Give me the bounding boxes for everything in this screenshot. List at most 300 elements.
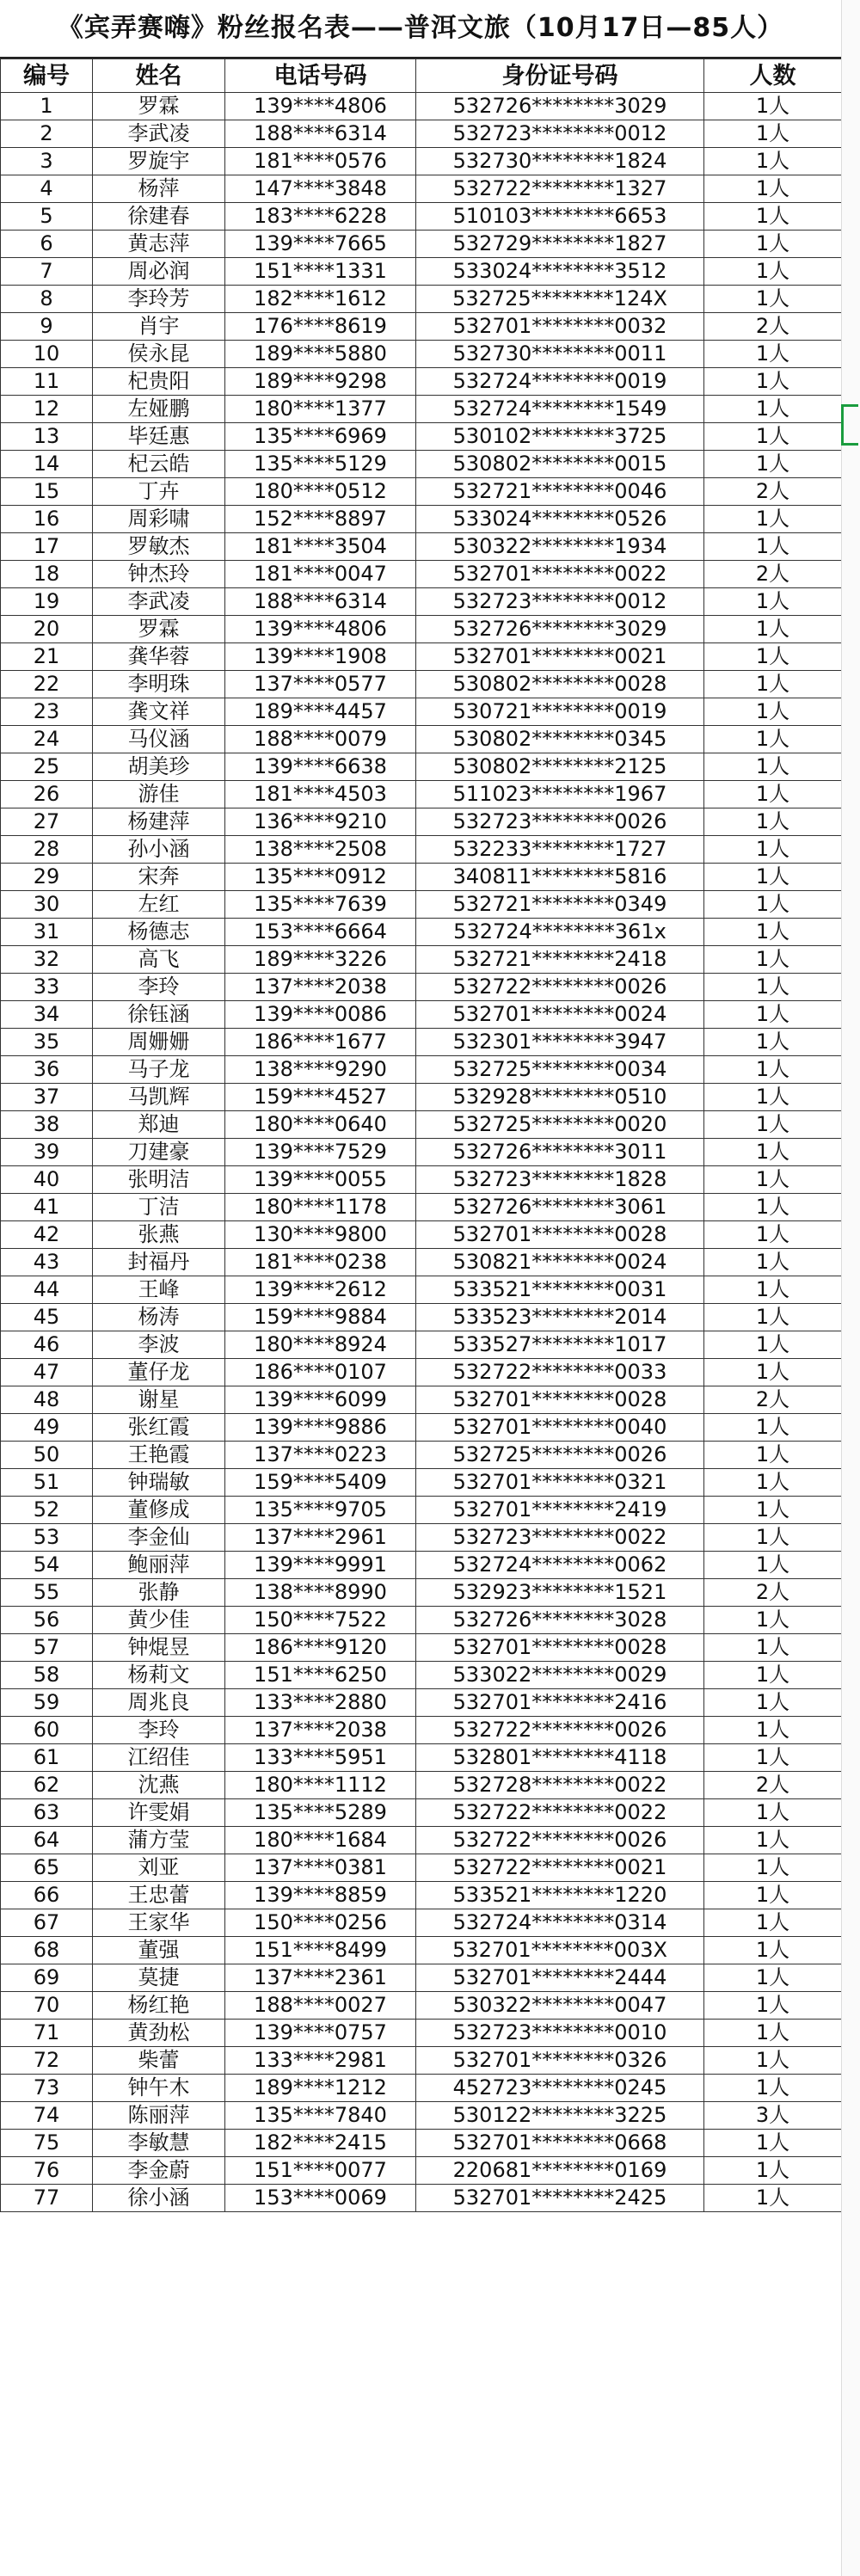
cell-id-number[interactable]: 532721********0349 [416,891,704,919]
cell-id-number[interactable]: 532701********2444 [416,1964,704,1992]
cell-phone[interactable]: 180****1377 [225,396,416,423]
cell-id-number[interactable]: 532923********1521 [416,1579,704,1607]
cell-name[interactable]: 杨萍 [93,175,225,203]
cell-count[interactable]: 1人 [704,368,842,396]
cell-count[interactable]: 1人 [704,2047,842,2075]
cell-id-number[interactable]: 530122********3225 [416,2102,704,2130]
cell-count[interactable]: 1人 [704,698,842,726]
cell-name[interactable]: 陈丽萍 [93,2102,225,2130]
adjacent-column[interactable] [841,0,860,2576]
cell-count[interactable]: 1人 [704,1937,842,1964]
cell-id-number[interactable]: 530322********0047 [416,1992,704,2020]
cell-phone[interactable]: 188****6314 [225,588,416,616]
cell-number[interactable]: 42 [1,1221,93,1249]
cell-phone[interactable]: 180****8924 [225,1331,416,1359]
cell-id-number[interactable]: 532722********0026 [416,1827,704,1854]
cell-name[interactable]: 游佳 [93,781,225,808]
cell-number[interactable]: 40 [1,1166,93,1194]
cell-phone[interactable]: 188****0027 [225,1992,416,2020]
cell-number[interactable]: 56 [1,1607,93,1634]
cell-number[interactable]: 35 [1,1029,93,1056]
cell-count[interactable]: 1人 [704,1992,842,2020]
cell-id-number[interactable]: 532730********0011 [416,341,704,368]
cell-name[interactable]: 钟瑞敏 [93,1469,225,1497]
cell-id-number[interactable]: 532723********0012 [416,588,704,616]
cell-name[interactable]: 罗旋宇 [93,148,225,175]
cell-id-number[interactable]: 532723********1828 [416,1166,704,1194]
cell-name[interactable]: 董强 [93,1937,225,1964]
cell-count[interactable]: 1人 [704,396,842,423]
cell-phone[interactable]: 182****2415 [225,2130,416,2157]
cell-phone[interactable]: 186****1677 [225,1029,416,1056]
cell-count[interactable]: 1人 [704,643,842,671]
cell-number[interactable]: 47 [1,1359,93,1386]
cell-name[interactable]: 刀建豪 [93,1139,225,1166]
cell-phone[interactable]: 189****9298 [225,368,416,396]
cell-id-number[interactable]: 532730********1824 [416,148,704,175]
cell-id-number[interactable]: 532701********2416 [416,1689,704,1717]
cell-number[interactable]: 31 [1,919,93,946]
cell-id-number[interactable]: 532725********0026 [416,1442,704,1469]
cell-count[interactable]: 1人 [704,286,842,313]
cell-phone[interactable]: 188****6314 [225,120,416,148]
cell-id-number[interactable]: 530102********3725 [416,423,704,451]
cell-phone[interactable]: 139****0757 [225,2020,416,2047]
cell-name[interactable]: 王忠蕾 [93,1882,225,1909]
cell-name[interactable]: 李敏慧 [93,2130,225,2157]
cell-number[interactable]: 32 [1,946,93,974]
cell-phone[interactable]: 139****8859 [225,1882,416,1909]
cell-count[interactable]: 1人 [704,1056,842,1084]
cell-id-number[interactable]: 532701********2419 [416,1497,704,1524]
cell-count[interactable]: 1人 [704,1634,842,1662]
cell-count[interactable]: 1人 [704,1909,842,1937]
cell-id-number[interactable]: 533527********1017 [416,1331,704,1359]
cell-number[interactable]: 77 [1,2185,93,2212]
cell-number[interactable]: 66 [1,1882,93,1909]
cell-count[interactable]: 1人 [704,1111,842,1139]
cell-id-number[interactable]: 532724********0019 [416,368,704,396]
cell-id-number[interactable]: 532729********1827 [416,231,704,258]
cell-number[interactable]: 37 [1,1084,93,1111]
cell-id-number[interactable]: 532301********3947 [416,1029,704,1056]
cell-count[interactable]: 1人 [704,423,842,451]
cell-phone[interactable]: 135****5129 [225,451,416,478]
cell-id-number[interactable]: 533521********0031 [416,1276,704,1304]
cell-count[interactable]: 1人 [704,1414,842,1442]
cell-name[interactable]: 杨涛 [93,1304,225,1331]
cell-name[interactable]: 左娅鹏 [93,396,225,423]
cell-number[interactable]: 38 [1,1111,93,1139]
cell-name[interactable]: 侯永昆 [93,341,225,368]
cell-id-number[interactable]: 532701********0028 [416,1386,704,1414]
cell-id-number[interactable]: 532722********0021 [416,1854,704,1882]
cell-count[interactable]: 1人 [704,781,842,808]
cell-name[interactable]: 黄少佳 [93,1607,225,1634]
cell-count[interactable]: 1人 [704,726,842,753]
cell-name[interactable]: 钟杰玲 [93,561,225,588]
cell-number[interactable]: 29 [1,864,93,891]
cell-id-number[interactable]: 530821********0024 [416,1249,704,1276]
cell-name[interactable]: 左红 [93,891,225,919]
cell-name[interactable]: 鲍丽萍 [93,1552,225,1579]
cell-id-number[interactable]: 532723********0026 [416,808,704,836]
cell-phone[interactable]: 139****6099 [225,1386,416,1414]
cell-number[interactable]: 67 [1,1909,93,1937]
cell-count[interactable]: 1人 [704,1662,842,1689]
cell-phone[interactable]: 137****0577 [225,671,416,698]
cell-name[interactable]: 周必润 [93,258,225,286]
cell-phone[interactable]: 133****2981 [225,2047,416,2075]
cell-number[interactable]: 16 [1,506,93,533]
cell-name[interactable]: 沈燕 [93,1772,225,1799]
cell-id-number[interactable]: 532725********124X [416,286,704,313]
cell-count[interactable]: 1人 [704,1469,842,1497]
cell-name[interactable]: 王家华 [93,1909,225,1937]
cell-phone[interactable]: 130****9800 [225,1221,416,1249]
cell-count[interactable]: 1人 [704,1689,842,1717]
cell-id-number[interactable]: 532233********1727 [416,836,704,864]
cell-count[interactable]: 3人 [704,2102,842,2130]
cell-count[interactable]: 2人 [704,313,842,341]
cell-number[interactable]: 54 [1,1552,93,1579]
cell-number[interactable]: 4 [1,175,93,203]
cell-phone[interactable]: 139****0055 [225,1166,416,1194]
cell-count[interactable]: 1人 [704,1139,842,1166]
cell-number[interactable]: 62 [1,1772,93,1799]
cell-number[interactable]: 24 [1,726,93,753]
cell-name[interactable]: 刘亚 [93,1854,225,1882]
cell-id-number[interactable]: 532701********2425 [416,2185,704,2212]
cell-name[interactable]: 钟午木 [93,2075,225,2102]
cell-phone[interactable]: 153****6664 [225,919,416,946]
cell-count[interactable]: 1人 [704,671,842,698]
cell-id-number[interactable]: 532701********0040 [416,1414,704,1442]
cell-count[interactable]: 2人 [704,561,842,588]
cell-number[interactable]: 36 [1,1056,93,1084]
cell-number[interactable]: 75 [1,2130,93,2157]
cell-name[interactable]: 徐小涵 [93,2185,225,2212]
cell-phone[interactable]: 137****2038 [225,1717,416,1744]
cell-id-number[interactable]: 530802********0028 [416,671,704,698]
cell-count[interactable]: 1人 [704,1331,842,1359]
cell-phone[interactable]: 138****9290 [225,1056,416,1084]
cell-name[interactable]: 罗霖 [93,616,225,643]
cell-number[interactable]: 60 [1,1717,93,1744]
cell-count[interactable]: 1人 [704,808,842,836]
cell-number[interactable]: 50 [1,1442,93,1469]
cell-name[interactable]: 马子龙 [93,1056,225,1084]
cell-name[interactable]: 胡美珍 [93,753,225,781]
cell-count[interactable]: 1人 [704,2075,842,2102]
cell-phone[interactable]: 137****2961 [225,1524,416,1552]
cell-count[interactable]: 1人 [704,148,842,175]
cell-id-number[interactable]: 532723********0022 [416,1524,704,1552]
cell-phone[interactable]: 181****0576 [225,148,416,175]
cell-name[interactable]: 徐钰涵 [93,1001,225,1029]
cell-number[interactable]: 21 [1,643,93,671]
cell-number[interactable]: 53 [1,1524,93,1552]
cell-phone[interactable]: 139****4806 [225,616,416,643]
cell-name[interactable]: 罗霖 [93,93,225,120]
cell-id-number[interactable]: 532721********0046 [416,478,704,506]
cell-count[interactable]: 1人 [704,588,842,616]
cell-number[interactable]: 61 [1,1744,93,1772]
cell-name[interactable]: 杨莉文 [93,1662,225,1689]
cell-id-number[interactable]: 532722********0026 [416,974,704,1001]
cell-number[interactable]: 48 [1,1386,93,1414]
cell-name[interactable]: 柴蕾 [93,2047,225,2075]
cell-phone[interactable]: 139****9886 [225,1414,416,1442]
cell-name[interactable]: 谢星 [93,1386,225,1414]
cell-number[interactable]: 63 [1,1799,93,1827]
cell-phone[interactable]: 139****7665 [225,231,416,258]
cell-id-number[interactable]: 532722********0022 [416,1799,704,1827]
cell-phone[interactable]: 137****0381 [225,1854,416,1882]
cell-id-number[interactable]: 532725********0020 [416,1111,704,1139]
cell-count[interactable]: 1人 [704,1552,842,1579]
cell-count[interactable]: 1人 [704,946,842,974]
cell-number[interactable]: 25 [1,753,93,781]
cell-count[interactable]: 2人 [704,1579,842,1607]
cell-id-number[interactable]: 530802********0345 [416,726,704,753]
cell-phone[interactable]: 180****0640 [225,1111,416,1139]
cell-phone[interactable]: 133****5951 [225,1744,416,1772]
cell-count[interactable]: 1人 [704,258,842,286]
cell-id-number[interactable]: 533024********3512 [416,258,704,286]
cell-phone[interactable]: 188****0079 [225,726,416,753]
cell-phone[interactable]: 139****9991 [225,1552,416,1579]
cell-id-number[interactable]: 532728********0022 [416,1772,704,1799]
cell-name[interactable]: 李金仙 [93,1524,225,1552]
cell-phone[interactable]: 139****7529 [225,1139,416,1166]
cell-id-number[interactable]: 532722********0033 [416,1359,704,1386]
cell-phone[interactable]: 139****6638 [225,753,416,781]
cell-phone[interactable]: 135****7840 [225,2102,416,2130]
cell-name[interactable]: 张静 [93,1579,225,1607]
cell-number[interactable]: 15 [1,478,93,506]
cell-name[interactable]: 龚华蓉 [93,643,225,671]
cell-name[interactable]: 杨红艳 [93,1992,225,2020]
cell-number[interactable]: 70 [1,1992,93,2020]
cell-count[interactable]: 1人 [704,836,842,864]
cell-id-number[interactable]: 532701********0028 [416,1634,704,1662]
cell-name[interactable]: 莫捷 [93,1964,225,1992]
cell-id-number[interactable]: 532724********361x [416,919,704,946]
cell-phone[interactable]: 183****6228 [225,203,416,231]
cell-name[interactable]: 李玲 [93,1717,225,1744]
cell-name[interactable]: 张燕 [93,1221,225,1249]
cell-phone[interactable]: 189****3226 [225,946,416,974]
cell-number[interactable]: 43 [1,1249,93,1276]
cell-phone[interactable]: 153****0069 [225,2185,416,2212]
cell-id-number[interactable]: 532721********2418 [416,946,704,974]
cell-phone[interactable]: 159****4527 [225,1084,416,1111]
cell-name[interactable]: 李武凌 [93,588,225,616]
cell-count[interactable]: 1人 [704,1194,842,1221]
cell-number[interactable]: 71 [1,2020,93,2047]
cell-phone[interactable]: 181****0238 [225,1249,416,1276]
cell-number[interactable]: 68 [1,1937,93,1964]
cell-count[interactable]: 1人 [704,341,842,368]
cell-count[interactable]: 1人 [704,919,842,946]
cell-id-number[interactable]: 532723********0010 [416,2020,704,2047]
selected-cell-indicator[interactable] [841,404,858,446]
cell-count[interactable]: 1人 [704,1882,842,1909]
cell-count[interactable]: 2人 [704,1772,842,1799]
cell-number[interactable]: 34 [1,1001,93,1029]
cell-count[interactable]: 1人 [704,616,842,643]
cell-count[interactable]: 1人 [704,1799,842,1827]
cell-id-number[interactable]: 532701********003X [416,1937,704,1964]
cell-count[interactable]: 1人 [704,891,842,919]
cell-name[interactable]: 王艳霞 [93,1442,225,1469]
cell-phone[interactable]: 139****2612 [225,1276,416,1304]
cell-count[interactable]: 1人 [704,533,842,561]
cell-name[interactable]: 杞云皓 [93,451,225,478]
cell-count[interactable]: 1人 [704,1854,842,1882]
cell-number[interactable]: 41 [1,1194,93,1221]
cell-id-number[interactable]: 532801********4118 [416,1744,704,1772]
cell-phone[interactable]: 186****0107 [225,1359,416,1386]
cell-id-number[interactable]: 532701********0024 [416,1001,704,1029]
cell-number[interactable]: 28 [1,836,93,864]
cell-id-number[interactable]: 452723********0245 [416,2075,704,2102]
cell-name[interactable]: 董修成 [93,1497,225,1524]
cell-name[interactable]: 丁卉 [93,478,225,506]
cell-count[interactable]: 1人 [704,1744,842,1772]
cell-name[interactable]: 丁洁 [93,1194,225,1221]
cell-number[interactable]: 19 [1,588,93,616]
cell-phone[interactable]: 181****3504 [225,533,416,561]
cell-name[interactable]: 李玲 [93,974,225,1001]
cell-number[interactable]: 58 [1,1662,93,1689]
cell-name[interactable]: 张红霞 [93,1414,225,1442]
cell-id-number[interactable]: 510103********6653 [416,203,704,231]
cell-phone[interactable]: 135****7639 [225,891,416,919]
header-phone[interactable]: 电话号码 [225,59,416,93]
cell-phone[interactable]: 139****4806 [225,93,416,120]
cell-phone[interactable]: 159****9884 [225,1304,416,1331]
cell-phone[interactable]: 152****8897 [225,506,416,533]
cell-name[interactable]: 王峰 [93,1276,225,1304]
cell-count[interactable]: 1人 [704,2020,842,2047]
cell-name[interactable]: 罗敏杰 [93,533,225,561]
cell-id-number[interactable]: 532701********0321 [416,1469,704,1497]
cell-number[interactable]: 65 [1,1854,93,1882]
cell-count[interactable]: 1人 [704,1717,842,1744]
cell-phone[interactable]: 136****9210 [225,808,416,836]
cell-name[interactable]: 李波 [93,1331,225,1359]
cell-count[interactable]: 1人 [704,175,842,203]
header-count[interactable]: 人数 [704,59,842,93]
cell-number[interactable]: 69 [1,1964,93,1992]
cell-phone[interactable]: 181****0047 [225,561,416,588]
cell-number[interactable]: 76 [1,2157,93,2185]
cell-phone[interactable]: 138****8990 [225,1579,416,1607]
cell-count[interactable]: 1人 [704,1607,842,1634]
cell-id-number[interactable]: 532726********3029 [416,616,704,643]
cell-phone[interactable]: 151****0077 [225,2157,416,2185]
cell-name[interactable]: 龚文祥 [93,698,225,726]
cell-name[interactable]: 李金蔚 [93,2157,225,2185]
cell-name[interactable]: 郑迪 [93,1111,225,1139]
cell-count[interactable]: 1人 [704,1359,842,1386]
cell-phone[interactable]: 151****1331 [225,258,416,286]
cell-id-number[interactable]: 532701********0022 [416,561,704,588]
cell-count[interactable]: 1人 [704,120,842,148]
cell-name[interactable]: 江绍佳 [93,1744,225,1772]
header-name[interactable]: 姓名 [93,59,225,93]
cell-number[interactable]: 49 [1,1414,93,1442]
cell-number[interactable]: 39 [1,1139,93,1166]
cell-phone[interactable]: 137****2038 [225,974,416,1001]
cell-name[interactable]: 马凯辉 [93,1084,225,1111]
cell-phone[interactable]: 182****1612 [225,286,416,313]
cell-number[interactable]: 6 [1,231,93,258]
cell-number[interactable]: 5 [1,203,93,231]
cell-id-number[interactable]: 340811********5816 [416,864,704,891]
cell-number[interactable]: 8 [1,286,93,313]
cell-number[interactable]: 33 [1,974,93,1001]
cell-phone[interactable]: 139****1908 [225,643,416,671]
cell-name[interactable]: 周彩啸 [93,506,225,533]
cell-id-number[interactable]: 533521********1220 [416,1882,704,1909]
cell-phone[interactable]: 135****0912 [225,864,416,891]
cell-number[interactable]: 44 [1,1276,93,1304]
cell-phone[interactable]: 147****3848 [225,175,416,203]
cell-id-number[interactable]: 530802********0015 [416,451,704,478]
cell-count[interactable]: 1人 [704,1276,842,1304]
cell-count[interactable]: 2人 [704,478,842,506]
cell-name[interactable]: 杞贵阳 [93,368,225,396]
cell-count[interactable]: 1人 [704,1084,842,1111]
cell-name[interactable]: 张明洁 [93,1166,225,1194]
cell-number[interactable]: 51 [1,1469,93,1497]
cell-number[interactable]: 20 [1,616,93,643]
cell-name[interactable]: 钟焜昱 [93,1634,225,1662]
cell-number[interactable]: 12 [1,396,93,423]
cell-phone[interactable]: 180****1112 [225,1772,416,1799]
cell-phone[interactable]: 180****0512 [225,478,416,506]
cell-name[interactable]: 黄志萍 [93,231,225,258]
cell-number[interactable]: 27 [1,808,93,836]
cell-number[interactable]: 2 [1,120,93,148]
cell-id-number[interactable]: 220681********0169 [416,2157,704,2185]
cell-name[interactable]: 毕廷惠 [93,423,225,451]
cell-number[interactable]: 26 [1,781,93,808]
cell-count[interactable]: 1人 [704,753,842,781]
cell-number[interactable]: 11 [1,368,93,396]
cell-count[interactable]: 1人 [704,2185,842,2212]
cell-number[interactable]: 74 [1,2102,93,2130]
cell-phone[interactable]: 186****9120 [225,1634,416,1662]
cell-name[interactable]: 马仪涵 [93,726,225,753]
cell-number[interactable]: 18 [1,561,93,588]
cell-phone[interactable]: 133****2880 [225,1689,416,1717]
cell-phone[interactable]: 138****2508 [225,836,416,864]
cell-id-number[interactable]: 532723********0012 [416,120,704,148]
cell-name[interactable]: 李明珠 [93,671,225,698]
cell-count[interactable]: 1人 [704,1304,842,1331]
cell-id-number[interactable]: 532701********0028 [416,1221,704,1249]
cell-name[interactable]: 徐建春 [93,203,225,231]
cell-id-number[interactable]: 532701********0668 [416,2130,704,2157]
cell-name[interactable]: 杨建萍 [93,808,225,836]
cell-name[interactable]: 孙小涵 [93,836,225,864]
cell-number[interactable]: 3 [1,148,93,175]
cell-id-number[interactable]: 532724********0062 [416,1552,704,1579]
